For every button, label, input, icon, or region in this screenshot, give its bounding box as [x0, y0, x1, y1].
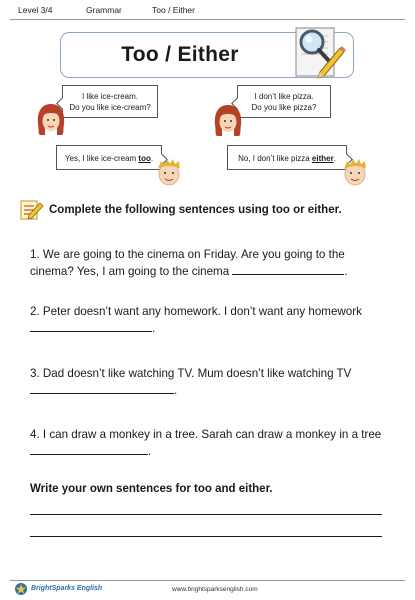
header-level: Level 3/4: [18, 5, 53, 15]
speech-bubble-answer: [227, 145, 347, 170]
bubble-line: Do you like pizza?: [251, 103, 317, 112]
answer-keyword: either: [311, 154, 334, 163]
instruction-row: [20, 199, 400, 221]
page-title: Too / Either: [121, 43, 239, 66]
answer-text: Yes, I like ice-cream: [64, 154, 139, 163]
brightsparks-logo-icon: [14, 582, 28, 596]
pencil-note-icon: [20, 199, 44, 221]
answer-blank[interactable]: [30, 383, 174, 394]
question-end: .: [174, 384, 178, 397]
boy-face-icon: [341, 156, 369, 188]
answer-blank[interactable]: [30, 444, 148, 455]
answer-blank[interactable]: [232, 264, 344, 275]
question-3: [30, 365, 390, 399]
write-prompt: Write your own sentences for too and either.: [30, 483, 273, 495]
instruction-text: Complete the following sentences using too or either.: [49, 204, 342, 216]
question-end: .: [148, 445, 152, 458]
bubble-line: I don’t like pizza.: [254, 92, 314, 101]
question-text: 1. We are going to the cinema on Friday. Are you going to the cinema? Yes, I am going to the cinema: [30, 248, 345, 278]
question-1: [30, 246, 390, 280]
question-2: [30, 303, 390, 337]
question-end: .: [344, 265, 348, 278]
speech-bubble-question: [62, 85, 158, 118]
question-text: 2. Peter doesn’t want any homework. I don’t want any homework: [30, 305, 362, 318]
boy-face-icon: [155, 156, 183, 188]
question-text: 4. I can draw a monkey in a tree. Sarah can draw a monkey in a tree: [30, 428, 382, 441]
girl-face-icon: [36, 102, 66, 136]
brand-name: BrightSparks English: [31, 585, 103, 592]
footer-url[interactable]: www.brightsparksenglish.com: [172, 586, 258, 593]
question-4: [30, 426, 390, 460]
girl-face-icon: [213, 103, 243, 137]
speech-bubble-question: [237, 85, 331, 118]
question-end: .: [152, 322, 156, 335]
header-topic: Too / Either: [152, 5, 195, 15]
magnifier-pencil-icon: [286, 22, 348, 84]
answer-end: .: [333, 154, 336, 163]
bubble-line: I like ice-cream.: [81, 92, 138, 101]
writing-line[interactable]: [30, 514, 382, 515]
header-divider: [10, 19, 405, 20]
bubble-line: Do you like ice-cream?: [69, 103, 151, 112]
writing-line[interactable]: [30, 536, 382, 537]
speech-bubble-answer: [56, 145, 162, 170]
page-header: [10, 5, 405, 19]
answer-end: .: [150, 154, 154, 163]
answer-text: No, I don’t like pizza: [238, 154, 312, 163]
footer-divider: [10, 580, 405, 581]
answer-blank[interactable]: [30, 321, 152, 332]
answer-keyword: too: [138, 154, 151, 163]
question-text: 3. Dad doesn’t like watching TV. Mum doesn’t like watching TV: [30, 367, 352, 380]
header-subject: Grammar: [86, 5, 122, 15]
